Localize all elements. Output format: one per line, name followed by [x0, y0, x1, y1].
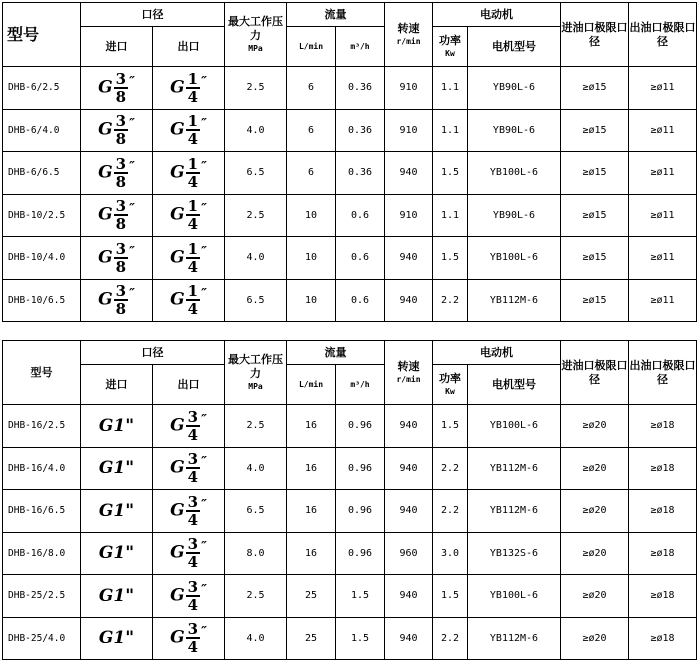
header-power-label: 功率 [439, 33, 461, 47]
fraction-denominator: 4 [187, 172, 199, 191]
thread-fraction [186, 451, 200, 485]
header-power-label: 功率 [439, 371, 461, 385]
inch-mark: ″ [129, 74, 135, 90]
thread-fraction [186, 409, 200, 443]
header-inlet-limit: 进油口极限口径 [561, 341, 629, 405]
thread-fraction [114, 156, 128, 190]
thread-prefix: G [98, 247, 113, 268]
flow-lmin-cell: 25 [287, 617, 336, 660]
thread-fraction [186, 198, 200, 232]
power-cell: 2.2 [433, 447, 468, 490]
table-2-body [3, 405, 697, 660]
thread-prefix: G [170, 457, 185, 478]
fraction-numerator: 1 [187, 69, 199, 88]
fraction-denominator: 4 [187, 300, 199, 319]
table-row [3, 109, 697, 152]
spec-table-2 [2, 340, 697, 660]
inch-mark: ″ [129, 116, 135, 132]
flow-m3h-cell: 0.96 [336, 405, 385, 448]
power-cell: 1.1 [433, 109, 468, 152]
power-cell: 1.5 [433, 575, 468, 618]
thread-prefix: G [170, 247, 185, 268]
model-cell: DHB-16/2.5 [3, 405, 81, 448]
inch-mark: ″ [201, 116, 207, 132]
flow-unit-m3h: m³/h [350, 41, 370, 51]
model-cell: DHB-16/6.5 [3, 490, 81, 533]
outlet-size-cell [153, 67, 225, 110]
flow-lmin-cell: 10 [287, 194, 336, 237]
inlet-limit-cell: ≥ø20 [561, 575, 629, 618]
model-cell: DHB-10/2.5 [3, 194, 81, 237]
fraction-denominator: 4 [187, 425, 199, 444]
outlet-limit-cell: ≥ø11 [629, 194, 697, 237]
flow-m3h-cell: 1.5 [336, 575, 385, 618]
thread-prefix: G [170, 289, 185, 310]
outlet-limit-cell: ≥ø18 [629, 490, 697, 533]
inch-mark: ″ [129, 286, 135, 302]
motor-model-cell: YB112M-6 [468, 447, 561, 490]
fraction-denominator: 4 [187, 87, 199, 106]
thread-fraction [186, 621, 200, 655]
motor-model-cell: YB90L-6 [468, 67, 561, 110]
header-max-pressure-label: 最大工作压力 [228, 14, 283, 42]
flow-m3h-cell: 0.36 [336, 109, 385, 152]
outlet-size-cell [153, 279, 225, 322]
model-cell: DHB-16/4.0 [3, 447, 81, 490]
pressure-cell: 2.5 [225, 194, 287, 237]
model-cell: DHB-6/2.5 [3, 67, 81, 110]
speed-cell: 940 [385, 490, 433, 533]
thread-prefix: G [170, 77, 185, 98]
inlet-size-cell: G1" [81, 532, 153, 575]
header-speed-label: 转速 [397, 359, 420, 373]
fraction-numerator: 3 [187, 450, 199, 469]
thread-fraction [186, 536, 200, 570]
outlet-size-cell [153, 109, 225, 152]
fraction-denominator: 8 [115, 87, 127, 106]
model-cell: DHB-6/4.0 [3, 109, 81, 152]
model-cell: DHB-10/4.0 [3, 237, 81, 280]
motor-model-cell: YB100L-6 [468, 237, 561, 280]
outlet-size-cell [153, 237, 225, 280]
flow-lmin-cell: 16 [287, 405, 336, 448]
fraction-denominator: 8 [115, 215, 127, 234]
table-row [3, 152, 697, 195]
outlet-limit-cell: ≥ø11 [629, 152, 697, 195]
inlet-limit-cell: ≥ø15 [561, 67, 629, 110]
flow-lmin-cell: 16 [287, 490, 336, 533]
thread-prefix: G [170, 627, 185, 648]
outlet-size-cell [153, 617, 225, 660]
header-pressure-unit: MPa [248, 381, 263, 391]
power-cell: 2.2 [433, 490, 468, 533]
thread-prefix: G [170, 119, 185, 140]
power-cell: 2.2 [433, 279, 468, 322]
flow-m3h-cell: 0.36 [336, 152, 385, 195]
thread-fraction [114, 71, 128, 105]
fraction-numerator: 3 [187, 407, 199, 426]
inlet-limit-cell: ≥ø20 [561, 490, 629, 533]
motor-model-cell: YB112M-6 [468, 490, 561, 533]
model-cell: DHB-16/8.0 [3, 532, 81, 575]
outlet-limit-cell: ≥ø11 [629, 237, 697, 280]
inlet-limit-cell: ≥ø15 [561, 152, 629, 195]
table-1-body [3, 67, 697, 322]
inlet-limit-cell: ≥ø15 [561, 237, 629, 280]
speed-cell: 910 [385, 194, 433, 237]
speed-cell: 940 [385, 152, 433, 195]
inlet-limit-cell: ≥ø20 [561, 405, 629, 448]
pressure-cell: 4.0 [225, 237, 287, 280]
pressure-cell: 6.5 [225, 152, 287, 195]
thread-prefix: G [170, 542, 185, 563]
fraction-denominator: 4 [187, 130, 199, 149]
outlet-size-cell [153, 575, 225, 618]
table-row [3, 405, 697, 448]
thread-prefix: G [170, 162, 185, 183]
inch-mark: ″ [201, 624, 207, 640]
outlet-size-cell [153, 152, 225, 195]
inlet-size-cell [81, 279, 153, 322]
inlet-limit-cell: ≥ø20 [561, 617, 629, 660]
thread-prefix: G [170, 585, 185, 606]
fraction-numerator: 3 [115, 282, 127, 301]
fraction-denominator: 4 [187, 510, 199, 529]
header-power-unit: Kw [445, 48, 455, 58]
inlet-size-cell: G1" [81, 447, 153, 490]
model-cell: DHB-10/6.5 [3, 279, 81, 322]
flow-unit-m3h: m³/h [350, 379, 370, 389]
table-row [3, 67, 697, 110]
thread-prefix: G [170, 415, 185, 436]
table-row [3, 617, 697, 660]
header-flow-m3h [336, 27, 385, 67]
fraction-denominator: 8 [115, 172, 127, 191]
fraction-numerator: 3 [187, 620, 199, 639]
fraction-numerator: 1 [187, 239, 199, 258]
header-power [433, 365, 468, 405]
inlet-size-cell: G1" [81, 575, 153, 618]
fraction-numerator: 3 [115, 197, 127, 216]
model-cell: DHB-25/2.5 [3, 575, 81, 618]
outlet-limit-cell: ≥ø18 [629, 447, 697, 490]
outlet-size-cell [153, 194, 225, 237]
header-flow-m3h [336, 365, 385, 405]
flow-lmin-cell: 16 [287, 447, 336, 490]
speed-cell: 960 [385, 532, 433, 575]
flow-m3h-cell: 0.96 [336, 532, 385, 575]
fraction-numerator: 1 [187, 154, 199, 173]
header-port: 口径 [81, 341, 225, 365]
header-inlet: 进口 [81, 365, 153, 405]
fraction-denominator: 8 [115, 300, 127, 319]
header-motor: 电动机 [433, 3, 561, 27]
inlet-size-cell [81, 67, 153, 110]
header-outlet: 出口 [153, 365, 225, 405]
header-speed [385, 3, 433, 67]
table-row [3, 237, 697, 280]
power-cell: 1.5 [433, 152, 468, 195]
speed-cell: 940 [385, 405, 433, 448]
fraction-denominator: 4 [187, 215, 199, 234]
thread-fraction [114, 198, 128, 232]
motor-model-cell: YB100L-6 [468, 575, 561, 618]
speed-cell: 940 [385, 237, 433, 280]
header-outlet-limit: 出油口极限口径 [629, 3, 697, 67]
motor-model-cell: YB112M-6 [468, 617, 561, 660]
outlet-limit-cell: ≥ø18 [629, 405, 697, 448]
thread-fraction [186, 241, 200, 275]
fraction-denominator: 4 [187, 595, 199, 614]
motor-model-cell: YB90L-6 [468, 194, 561, 237]
outlet-size-cell [153, 447, 225, 490]
header-pressure-unit: MPa [248, 43, 263, 53]
outlet-limit-cell: ≥ø11 [629, 67, 697, 110]
thread-fraction [186, 494, 200, 528]
flow-lmin-cell: 6 [287, 152, 336, 195]
fraction-denominator: 8 [115, 130, 127, 149]
thread-fraction [114, 283, 128, 317]
power-cell: 1.5 [433, 405, 468, 448]
header-max-pressure [225, 341, 287, 405]
inch-mark: ″ [201, 244, 207, 260]
inch-mark: ″ [201, 582, 207, 598]
thread-prefix: G [98, 204, 113, 225]
inch-mark: ″ [201, 159, 207, 175]
speed-cell: 910 [385, 67, 433, 110]
inlet-limit-cell: ≥ø15 [561, 194, 629, 237]
fraction-numerator: 1 [187, 197, 199, 216]
inlet-size-cell [81, 237, 153, 280]
inlet-limit-cell: ≥ø15 [561, 279, 629, 322]
header-max-pressure [225, 3, 287, 67]
header-power [433, 27, 468, 67]
header-outlet: 出口 [153, 27, 225, 67]
pressure-cell: 6.5 [225, 490, 287, 533]
speed-cell: 940 [385, 279, 433, 322]
header-motor-model: 电机型号 [468, 27, 561, 67]
inch-mark: ″ [129, 201, 135, 217]
fraction-denominator: 4 [187, 257, 199, 276]
thread-fraction [186, 156, 200, 190]
speed-cell: 940 [385, 447, 433, 490]
table-row [3, 490, 697, 533]
speed-cell: 910 [385, 109, 433, 152]
thread-fraction [186, 113, 200, 147]
fraction-numerator: 3 [115, 69, 127, 88]
fraction-numerator: 3 [187, 492, 199, 511]
inlet-size-cell: G1" [81, 405, 153, 448]
outlet-limit-cell: ≥ø11 [629, 279, 697, 322]
pressure-cell: 4.0 [225, 617, 287, 660]
thread-prefix: G [98, 289, 113, 310]
motor-model-cell: YB132S-6 [468, 532, 561, 575]
outlet-limit-cell: ≥ø11 [629, 109, 697, 152]
motor-model-cell: YB100L-6 [468, 152, 561, 195]
outlet-limit-cell: ≥ø18 [629, 532, 697, 575]
thread-fraction [186, 71, 200, 105]
thread-prefix: G [98, 77, 113, 98]
header-flow-lmin [287, 27, 336, 67]
pressure-cell: 4.0 [225, 109, 287, 152]
header-flow: 流量 [287, 341, 385, 365]
motor-model-cell: YB112M-6 [468, 279, 561, 322]
inch-mark: ″ [201, 454, 207, 470]
inch-mark: ″ [201, 74, 207, 90]
fraction-numerator: 3 [187, 535, 199, 554]
thread-prefix: G [98, 162, 113, 183]
fraction-numerator: 3 [115, 239, 127, 258]
header-speed [385, 341, 433, 405]
thread-fraction [186, 579, 200, 613]
flow-m3h-cell: 0.36 [336, 67, 385, 110]
header-speed-unit: r/min [396, 36, 421, 46]
header-power-unit: Kw [445, 386, 455, 396]
fraction-denominator: 4 [187, 553, 199, 572]
flow-lmin-cell: 10 [287, 237, 336, 280]
pressure-cell: 2.5 [225, 575, 287, 618]
pressure-cell: 8.0 [225, 532, 287, 575]
speed-cell: 940 [385, 617, 433, 660]
pressure-cell: 2.5 [225, 67, 287, 110]
flow-lmin-cell: 6 [287, 109, 336, 152]
fraction-denominator: 4 [187, 468, 199, 487]
power-cell: 2.2 [433, 617, 468, 660]
power-cell: 1.5 [433, 237, 468, 280]
inch-mark: ″ [129, 159, 135, 175]
header-outlet-limit: 出油口极限口径 [629, 341, 697, 405]
flow-lmin-cell: 16 [287, 532, 336, 575]
outlet-size-cell [153, 490, 225, 533]
flow-m3h-cell: 0.6 [336, 279, 385, 322]
power-cell: 3.0 [433, 532, 468, 575]
header-motor-model: 电机型号 [468, 365, 561, 405]
inlet-size-cell [81, 194, 153, 237]
inlet-size-cell [81, 152, 153, 195]
header-model: 型号 [3, 3, 81, 67]
fraction-numerator: 1 [187, 112, 199, 131]
inch-mark: ″ [201, 539, 207, 555]
thread-fraction [114, 241, 128, 275]
model-cell: DHB-25/4.0 [3, 617, 81, 660]
motor-model-cell: YB100L-6 [468, 405, 561, 448]
header-inlet: 进口 [81, 27, 153, 67]
pressure-cell: 4.0 [225, 447, 287, 490]
fraction-numerator: 3 [115, 112, 127, 131]
header-port: 口径 [81, 3, 225, 27]
fraction-denominator: 4 [187, 638, 199, 657]
inlet-size-cell: G1" [81, 490, 153, 533]
flow-lmin-cell: 6 [287, 67, 336, 110]
fraction-denominator: 8 [115, 257, 127, 276]
thread-fraction [114, 113, 128, 147]
thread-prefix: G [98, 119, 113, 140]
table-row [3, 447, 697, 490]
flow-m3h-cell: 0.6 [336, 194, 385, 237]
thread-prefix: G [170, 500, 185, 521]
inch-mark: ″ [201, 412, 207, 428]
spec-table-1 [2, 2, 697, 322]
pressure-cell: 6.5 [225, 279, 287, 322]
header-flow: 流量 [287, 3, 385, 27]
inch-mark: ″ [201, 286, 207, 302]
pressure-cell: 2.5 [225, 405, 287, 448]
inlet-limit-cell: ≥ø15 [561, 109, 629, 152]
header-speed-unit: r/min [396, 374, 421, 384]
thread-prefix: G [170, 204, 185, 225]
table-row [3, 532, 697, 575]
inch-mark: ″ [129, 244, 135, 260]
outlet-size-cell [153, 405, 225, 448]
power-cell: 1.1 [433, 67, 468, 110]
outlet-limit-cell: ≥ø18 [629, 575, 697, 618]
header-model: 型号 [3, 341, 81, 405]
header-max-pressure-label: 最大工作压力 [228, 352, 283, 380]
flow-m3h-cell: 0.96 [336, 447, 385, 490]
fraction-numerator: 3 [115, 154, 127, 173]
outlet-limit-cell: ≥ø18 [629, 617, 697, 660]
table-row [3, 575, 697, 618]
thread-fraction [186, 283, 200, 317]
flow-lmin-cell: 10 [287, 279, 336, 322]
inlet-limit-cell: ≥ø20 [561, 532, 629, 575]
flow-m3h-cell: 0.96 [336, 490, 385, 533]
inlet-size-cell [81, 109, 153, 152]
motor-model-cell: YB90L-6 [468, 109, 561, 152]
power-cell: 1.1 [433, 194, 468, 237]
flow-unit-lmin: L/min [298, 41, 324, 51]
model-cell: DHB-6/6.5 [3, 152, 81, 195]
table-row [3, 279, 697, 322]
flow-lmin-cell: 25 [287, 575, 336, 618]
flow-m3h-cell: 0.6 [336, 237, 385, 280]
header-motor: 电动机 [433, 341, 561, 365]
inch-mark: ″ [201, 201, 207, 217]
inlet-size-cell: G1" [81, 617, 153, 660]
header-speed-label: 转速 [397, 21, 420, 35]
speed-cell: 940 [385, 575, 433, 618]
inch-mark: ″ [201, 497, 207, 513]
inlet-limit-cell: ≥ø20 [561, 447, 629, 490]
outlet-size-cell [153, 532, 225, 575]
fraction-numerator: 3 [187, 577, 199, 596]
fraction-numerator: 1 [187, 282, 199, 301]
flow-m3h-cell: 1.5 [336, 617, 385, 660]
header-flow-lmin [287, 365, 336, 405]
header-inlet-limit: 进油口极限口径 [561, 3, 629, 67]
flow-unit-lmin: L/min [298, 379, 324, 389]
table-row [3, 194, 697, 237]
